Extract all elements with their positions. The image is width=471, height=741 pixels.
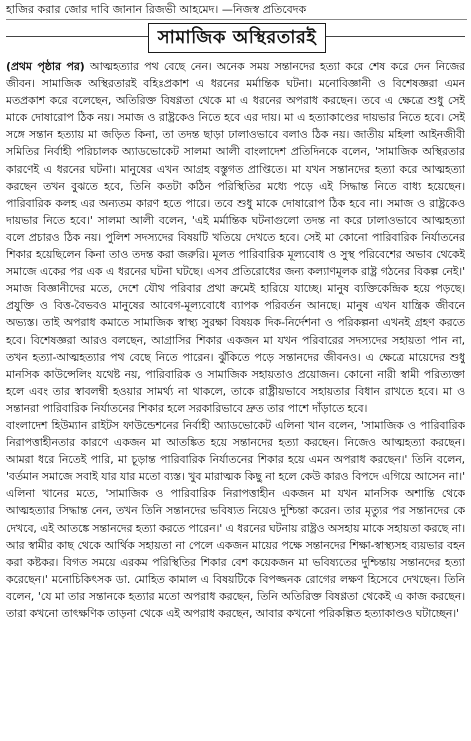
article-paragraph: বাংলাদেশ হিউম্যান রাইটস ফাউন্ডেশনের নির্বাহী অ্যাডভোকেট এলিনা খান বলেন, 'সামাজিক ও পারিবারিক নিরাপত্তাহীনতার কারণে একজন মা আতঙ্কিত হয়ে সন্তানদের হত্যা করছেন। নিজেও আত্মহত্যা করছেন। আমরা ধরে নিতেই পারি, মা চূড়ান্ত পারিবারিক নির্যাতনের শিকার হয়ে এমন অপরাধ করছেন।' তিনি বলেন, 'বর্তমান সমাজে সবাই যার যার মতো ব্যস্ত। খুব মারাত্মক কিছু না হলে কেউ কারও বিপদে এগিয়ে আসেন না।' এলিনা খানের মতে, 'সামাজিক ও পারিবারিক নিরাপত্তাহীন একজন মা যখন মানসিক অশান্তি থেকে আত্মহত্যার সিদ্ধান্ত নেন, তখন তিনি সন্তানদের ভবিষ্যত নিয়েও দুশ্চিন্তা করেন। তার মৃত্যুর পর সন্তানদের কে দেখবে, এই আতঙ্কে সন্তানদের হত্যা করতে পারেন।' এ ধরনের ঘটনায় রাষ্ট্রও অসহায় মাকে সহায়তা করছে না। আর স্বামীর কাছ থেকে আর্থিক সহায়তা না পেলে একজন মায়ের পক্ষে সন্তানদের শিক্ষা-স্বাস্থ্যসহ ব্যয়ভার বহন করা কষ্টকর। বিগত সময়ে এরকম পরিস্থিতির শিকার বেশ কয়েকজন মা ভবিষ্যতের দুশ্চিন্তায় সন্তানদের হত্যা করেছেন।' মনোচিকিৎসক ডা. মোহিত কামাল এ বিষয়টিকে বিপজ্জনক রোগের লক্ষণ হিসেবে দেখছেন। তিনি বলেন, 'যে মা তার সন্তানকে হত্যার মতো অপরাধ করছেন, তিনি অতিরিক্ত বিষণ্ণতা থেকেই এ কাজ করছেন। তারা কখনো তাৎক্ষণিক তাড়না থেকে এই অপরাধ করছেন, আবার কখনো পরিকল্পিত হত্যাকাণ্ডও ঘটাচ্ছেন।'	[6, 418, 465, 620]
article-paragraph	[6, 58, 465, 417]
article-headline: সামাজিক অস্থিরতারই	[148, 23, 326, 53]
previous-article-tail: হাজির করার জোর দাবি জানান রিজভী আহমেদ। —নিজস্ব প্রতিবেদক	[6, 2, 467, 20]
article-body	[6, 58, 465, 736]
continuation-tag: (প্রথম পৃষ্ঠার পর)	[6, 60, 85, 73]
paragraph-text: আত্মহত্যার পথ বেছে নেন। অনেক সময় সন্তানদের হত্যা করে শেষ করে দেন নিজের জীবন। সামাজিক অস্থিরতারই বহিঃপ্রকাশ এ ধরনের মর্মান্তিক ঘটনা। মনোবিজ্ঞানী ও বিশেষজ্ঞরা এমন মতপ্রকাশ করে বলেছেন, অতিরিক্ত বিষণ্ণতা থেকে মা এ ধরনের অপরাধ করছেন। তবে এ ক্ষেত্রে শুধু সেই মাকে দোষারোপ ঠিক নয়। সমাজ ও রাষ্ট্রকেও নিতে হবে এর দায়। মা এ হত্যাকাণ্ডের দায়ভার নিতে হবে। সেই সঙ্গে সন্তান হত্যায় মা জড়িত কিনা, তা তদন্ত ছাড়া ঢালাওভাবে বলাও ঠিক নয়। জাতীয় মহিলা আইনজীবী সমিতির নির্বাহী পরিচালক অ্যাডভোকেট সালমা আলী বাংলাদেশ প্রতিদিনকে বলেন, 'সামাজিক অস্থিরতার কারণেই এ ধরনের ঘটনা। মানুষের এখন আগ্রহ বস্তুগত প্রাপ্তিতে। মা যখন সন্তানদের হত্যা করে আত্মহত্যা করছেন তখন বুঝতে হবে, তিনি কতটা কঠিন পরিস্থিতির মধ্যে পড়ে এই সিদ্ধান্ত নিতে বাধ্য হয়েছেন। পারিবারিক কলহ এর অন্যতম কারণ হতে পারে। তবে শুধু মাকে দোষারোপ ঠিক হবে না। সমাজ ও রাষ্ট্রকেও দায়ভার নিতে হবে।' সালমা আলী বলেন, 'এই মর্মান্তিক ঘটনাগুলো তদন্ত না করে ঢালাওভাবে আত্মহত্যা বলে প্রচারও ঠিক নয়। পুলিশ সদস্যদের বিষয়টি খতিয়ে দেখতে হবে। সেই মা কোনো পারিবারিক নির্যাতনের শিকার হয়েছিলেন কিনা তাও তদন্ত করা জরুরি। মূলত পারিবারিক মূল্যবোধ ও সুস্থ পরিবেশের অভাব থেকেই সমাজে একের পর এক এ ধরনের ঘটনা ঘটছে। এসব প্রতিরোধের জন্য কল্যাণমূলক রাষ্ট্র গঠনের বিকল্প নেই।' সমাজ বিজ্ঞানীদের মতে, দেশে যৌথ পরিবার প্রথা ক্রমেই হারিয়ে যাচ্ছে। মানুষ ব্যক্তিকেন্দ্রিক হয়ে পড়ছে। প্রযুক্তি ও বিত্ত-বৈভবও মানুষের আবেগ-মূল্যবোধে ব্যাপক পরিবর্তন আনছে। মানুষ এখন যান্ত্রিক জীবনে অভ্যস্ত। তাই অপরাধ কমাতে সামাজিক স্বাস্থ্য সুরক্ষা বিষয়ক দিক-নির্দেশনা ও পরিকল্পনা এখনই গ্রহণ করতে হবে। বিশেষজ্ঞরা আরও বলছেন, আগ্রাসির শিকার একজন মা যখন পরিবারের সদস্যদের সহায়তা পান না, তখন হত্যা-আত্মহত্যার পথ বেছে নিতে পারেন। ঝুঁকিতে পড়ে সন্তানদের জীবনও। এ ক্ষেত্রে মায়েদের শুধু মানসিক কাউন্সেলিং যথেষ্ট নয়, পারিবারিক ও সামাজিক সহায়তাও প্রয়োজন। কোনো নারী স্বামী পরিত্যক্তা হলে এবং তার স্বাবলম্বী হওয়ার সামর্থ্য না থাকলে, তাকে রাষ্ট্রীয়ভাবে সহায়তার বিধান রাখতে হবে। মা ও সন্তানরা পারিবারিক নির্যাতনের শিকার হলে সরকারিভাবে দ্রুত তার পাশে দাঁড়াতে হবে।	[6, 60, 465, 415]
